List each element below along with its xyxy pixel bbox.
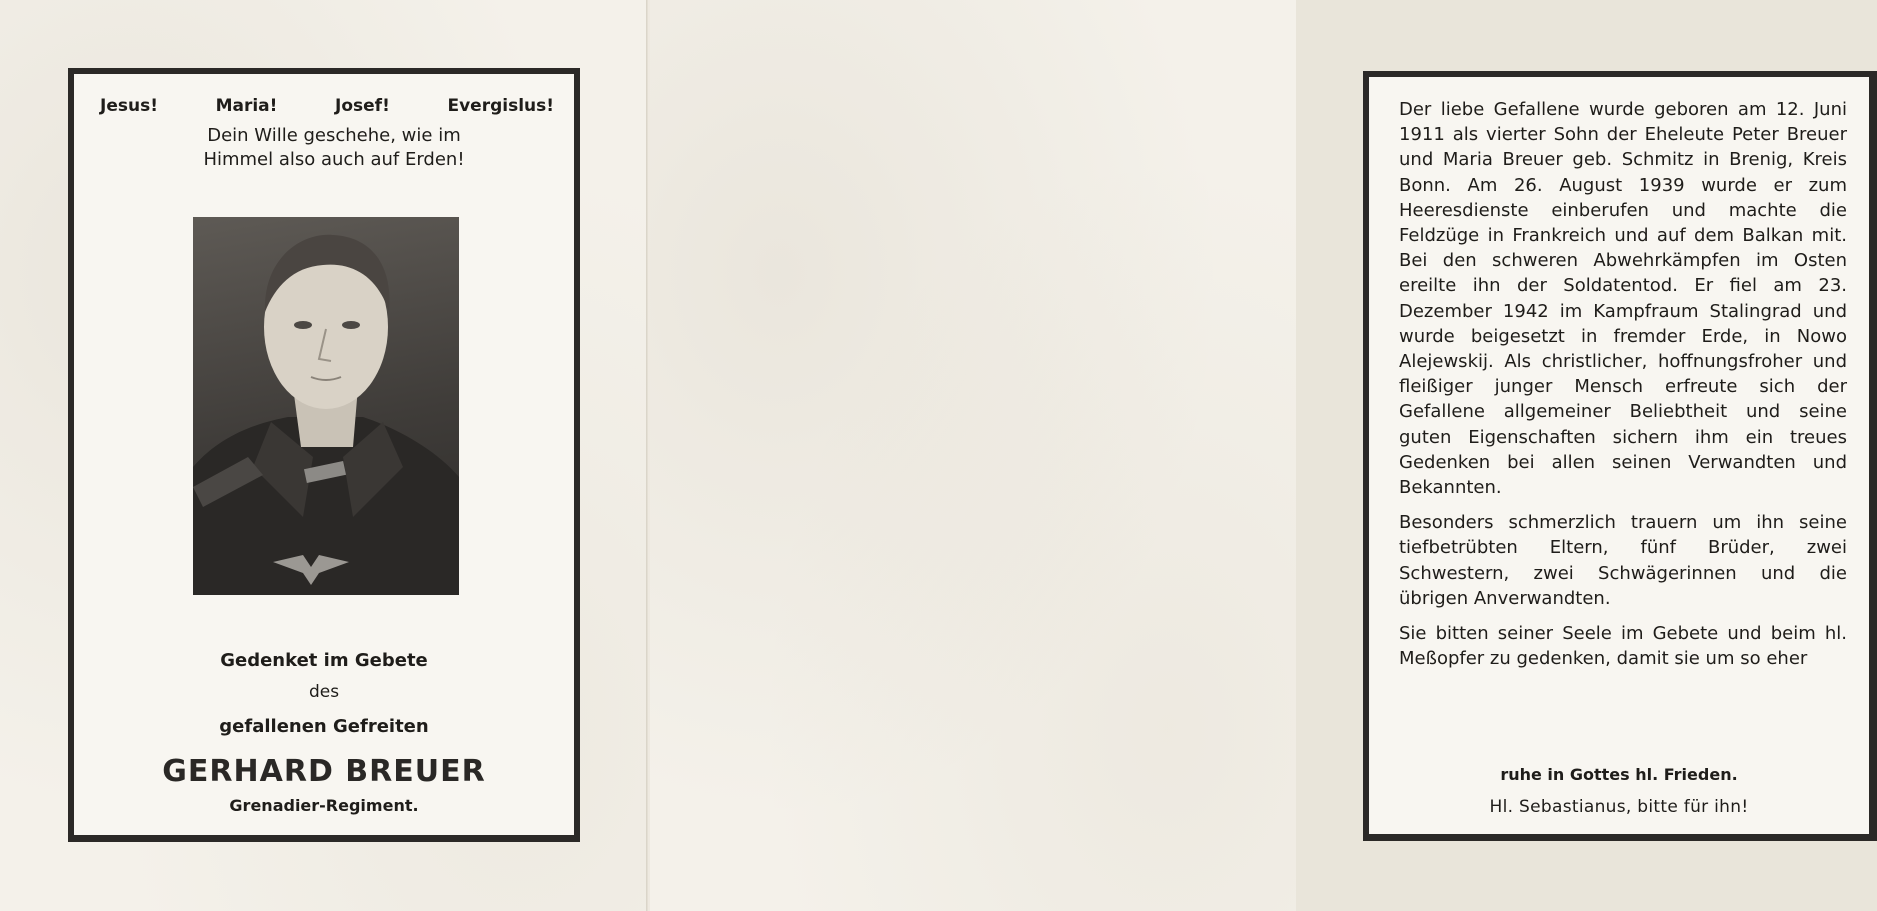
memorial-rank: gefallenen Gefreiten (219, 716, 429, 737)
prayer-line-1: Dein Wille geschehe, wie im (207, 125, 461, 146)
request-text: Sie bitten seiner Seele im Gebete und beim hl. Meßopfer zu gedenken, damit sie um so eher (1399, 623, 1847, 670)
rest-in-peace-line: ruhe in Gottes hl. Frieden. (1500, 765, 1738, 784)
prayer-line-2: Himmel also auch auf Erden! (203, 149, 465, 170)
left-memorial-frame (68, 68, 580, 842)
invocation-maria: Maria! (215, 96, 278, 116)
portrait-illustration (193, 217, 459, 595)
saint-invocation: Hl. Sebastianus, bitte für ihn! (1489, 797, 1749, 817)
right-memorial-frame (1363, 71, 1877, 841)
soldier-unit: Grenadier-Regiment. (229, 796, 419, 815)
invocation-jesus: Jesus! (100, 96, 158, 116)
memorial-heading: Gedenket im Gebete (220, 650, 428, 671)
biography-block (1399, 97, 1847, 671)
prayer-text (114, 124, 554, 172)
invocation-row (100, 96, 554, 116)
soldier-portrait (193, 217, 459, 595)
soldier-name: GERHARD BREUER (162, 754, 486, 789)
invocation-josef: Josef! (335, 96, 390, 116)
right-card (650, 0, 1847, 911)
memorial-des: des (308, 682, 340, 702)
mourners-text: Besonders schmerzlich trauern um ihn seine tiefbetrübten Eltern, fünf Brüder, zwei Schwestern, zwei Schwägerinnen und die übrigen Anverwandten. (1399, 512, 1847, 609)
left-card (0, 0, 648, 911)
biography-text: Der liebe Gefallene wurde geboren am 12. Juni 1911 als vierter Sohn der Eheleute Peter Breuer und Maria Breuer geb. Schmitz in Brenig, Kreis Bonn. Am 26. August 1939 wurde er zum Heeresdienste einberufen und machte die Feldzüge in Frankreich und auf dem Balkan mit. Bei den schweren Abwehrkämpfen im Osten ereilte ihn der Soldatentod. Er fiel am 23. Dezember 1942 im Kampfraum Stalingrad und wurde beigesetzt in fremder Erde, in Nowo Alejewskij. Als christlicher, hoffnungsfroher und fleißiger junger Mensch erfreute sich der Gefallene allgemeiner Beliebtheit und seine guten Eigenschaften sichern ihm ein treues Gedenken bei allen seinen Verwandten und Bekannten. (1399, 99, 1847, 499)
invocation-evergislus: Evergislus! (447, 96, 554, 116)
